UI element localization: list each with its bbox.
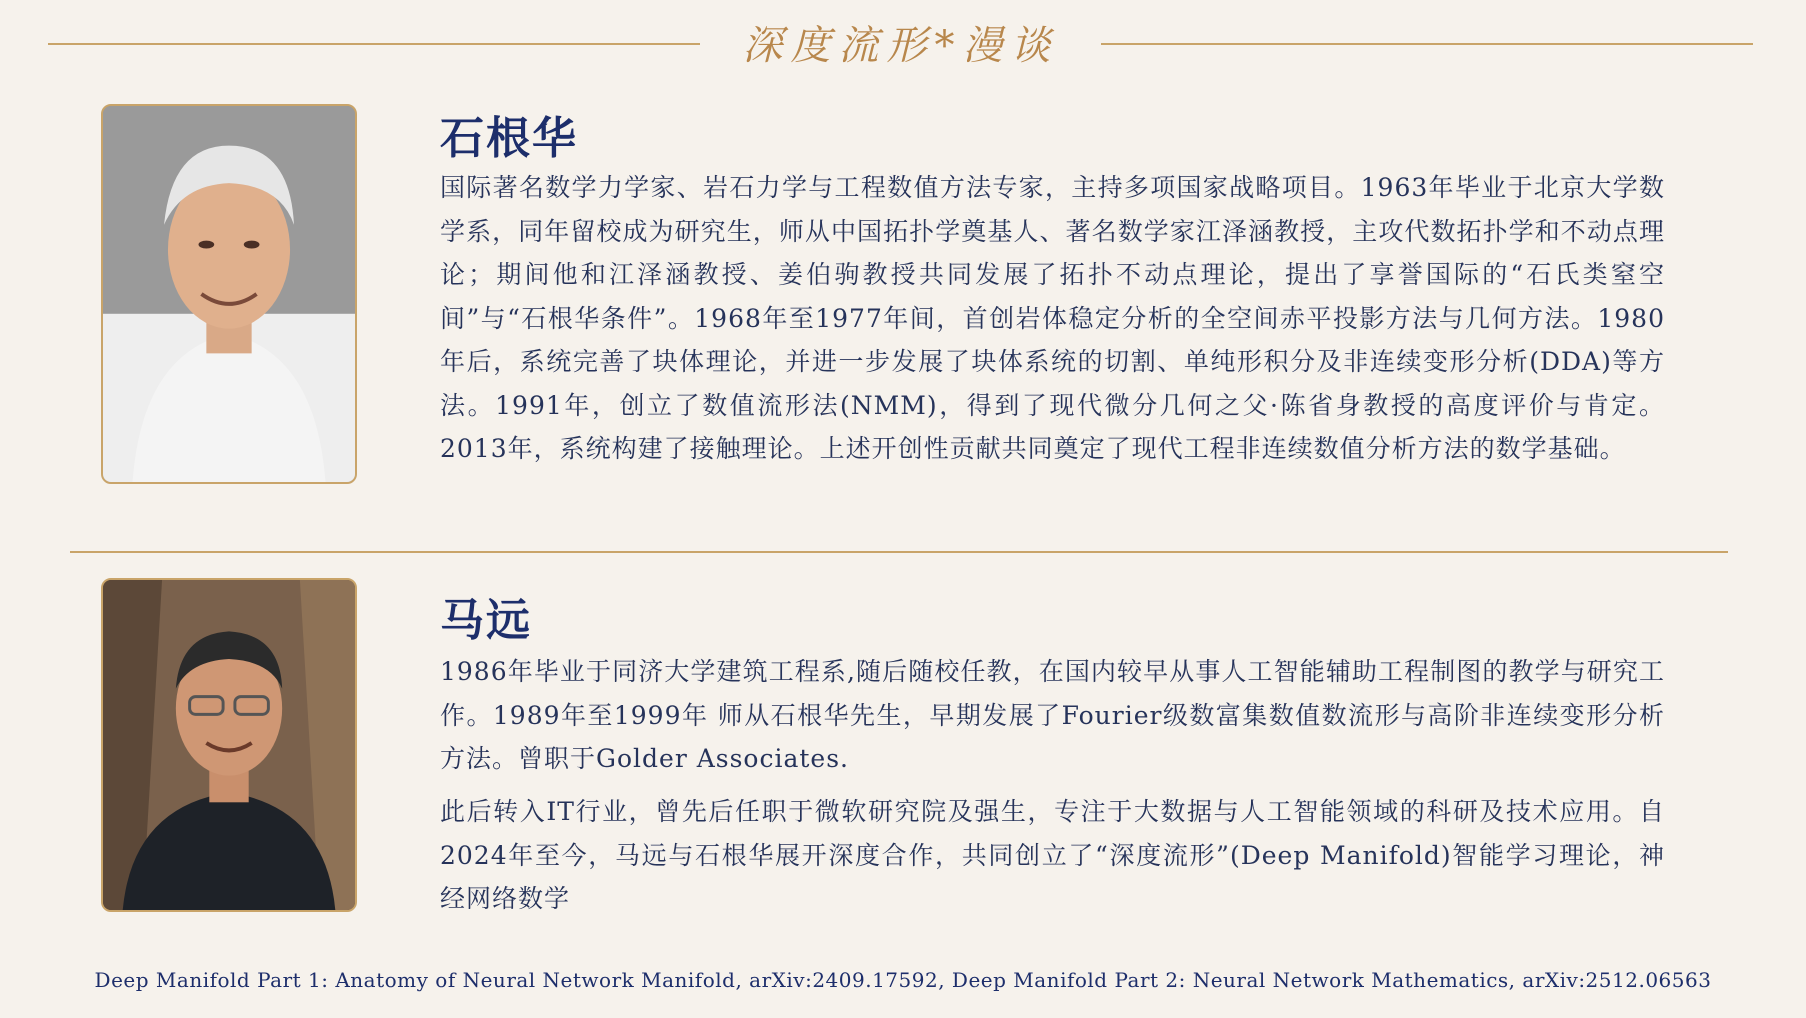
header-rule-right [1101,43,1753,45]
portrait-image [103,106,355,482]
person-name: 马远 [440,595,532,646]
section-divider [70,551,1728,553]
portrait-shi-genhua [101,104,357,484]
bio-paragraph: 此后转入IT行业，曾先后任职于微软研究院及强生，专注于大数据与人工智能领域的科研及技术应用。自2024年至今，马远与石根华展开深度合作，共同创立了“深度流形”(Deep Manifold)智能学习理论，神经网络数学 [440,797,1665,913]
slide-header [48,18,1753,74]
citation-footer: Deep Manifold Part 1: Anatomy of Neural Network Manifold, arXiv:2409.17592, Deep Manifold Part 2: Neural Network Mathematics, arXiv:2512.06563 [94,968,1712,992]
portrait-image [103,580,355,910]
bio-paragraph: 1986年毕业于同济大学建筑工程系,随后随校任教，在国内较早从事人工智能辅助工程制图的教学与研究工作。1989年至1999年 师从石根华先生，早期发展了Fourier级数富集数值数流形与高阶非连续变形分析方法。曾职于Golder Associates. [440,657,1665,773]
person-name: 石根华 [440,113,578,164]
slide-title: 深度流形*漫谈 [742,23,1059,69]
bio-paragraph: 国际著名数学力学家、岩石力学与工程数值方法专家，主持多项国家战略项目。1963年毕业于北京大学数学系，同年留校成为研究生，师从中国拓扑学奠基人、著名数学家江泽涵教授，主攻代数拓扑学和不动点理论；期间他和江泽涵教授、姜伯驹教授共同发展了拓扑不动点理论，提出了享誉国际的“石氏类窒空间”与“石根华条件”。1968年至1977年间，首创岩体稳定分析的全空间赤平投影方法与几何方法。1980年后，系统完善了块体理论，并进一步发展了块体系统的切割、单纯形积分及非连续变形分析(DDA)等方法。1991年，创立了数值流形法(NMM)，得到了现代微分几何之父·陈省身教授的高度评价与肯定。2013年，系统构建了接触理论。上述开创性贡献共同奠定了现代工程非连续数值分析方法的数学基础。 [440,173,1665,463]
portrait-ma-yuan [101,578,357,912]
